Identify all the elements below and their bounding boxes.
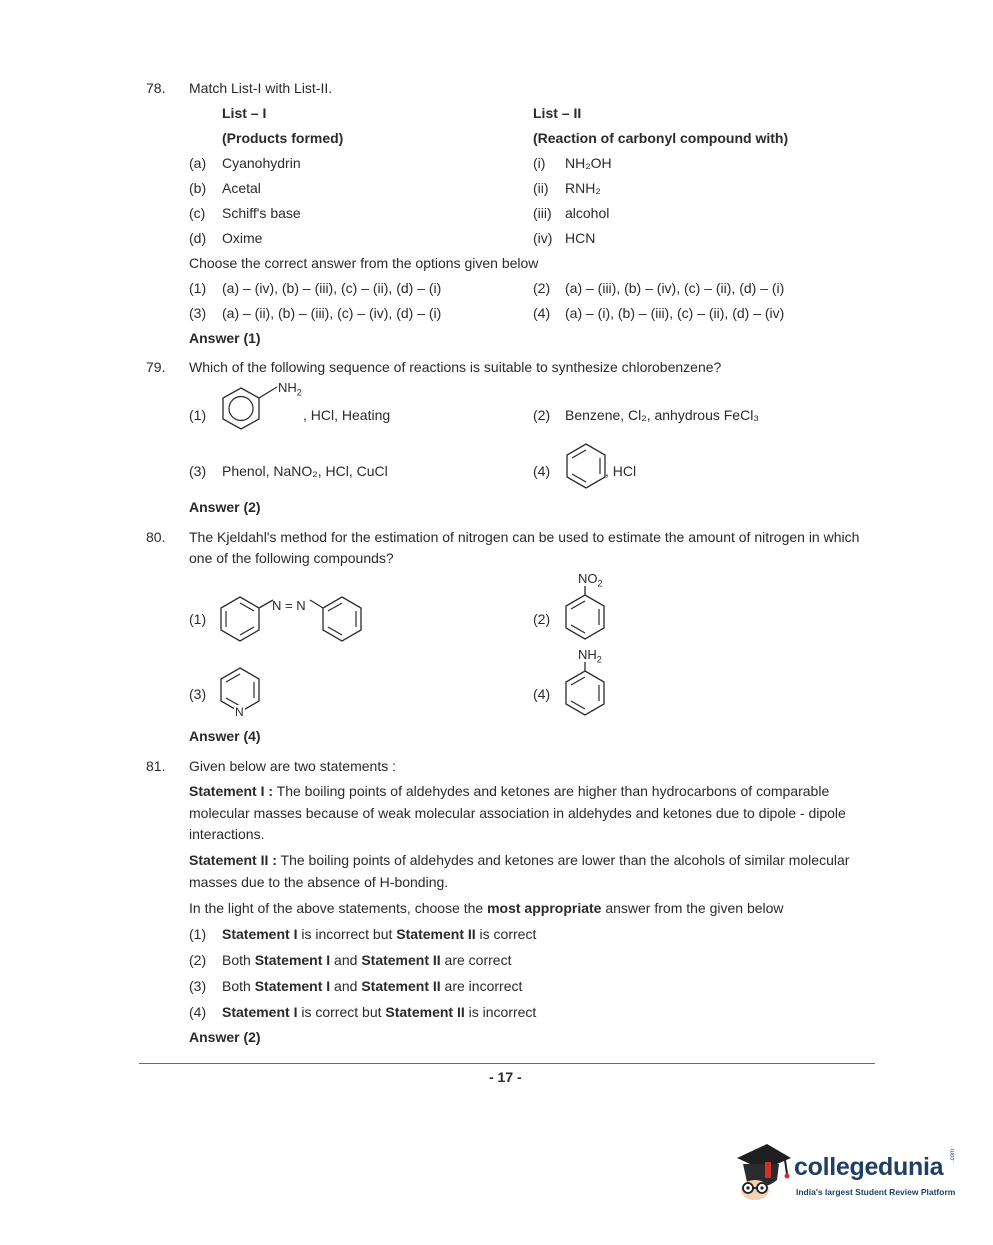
q81-option-text: Both Statement I and Statement II are incorrect [222,978,523,994]
q79-option-text: , HCl, Heating [303,407,391,423]
pyridine-nitrogen: N [235,705,244,719]
q80-option-number: (1) [189,611,207,627]
q78-right-item: RNH₂ [565,180,601,196]
q81-number: 81. [146,758,166,774]
q78-option-number: (3) [189,305,207,321]
q78-right-key: (ii) [533,180,549,196]
statement-2-line: Statement II : The boiling points of aldehydes and ketones are lower than the alcohols of similar molecular [189,852,850,868]
q78-left-key: (d) [189,230,207,246]
statement-1-line: molecular masses because of weak molecular association in aldehydes and ketones due to dipole - dipole [189,805,846,821]
brand-logo-text: collegedunia [794,1153,944,1181]
q79-option-text: , HCl [605,463,637,479]
q78-number: 78. [146,80,166,96]
q78-stem: Match List-I with List-II. [189,80,333,96]
q80-option-number: (4) [533,686,551,702]
q78-left-key: (a) [189,155,207,171]
q79-number: 79. [146,359,166,375]
q81-option-number: (2) [189,952,207,968]
q81-option-number: (4) [189,1004,207,1020]
q78-left-key: (b) [189,180,207,196]
q80-answer: Answer (4) [189,728,261,744]
q78-left-item: Oxime [222,230,263,246]
nitro-label: $NO_2$ [578,571,603,589]
page-number: - 17 - [489,1069,522,1085]
q78-option-number: (4) [533,305,551,321]
q81-option-text: Both Statement I and Statement II are correct [222,952,512,968]
q78-right-item: HCN [565,230,596,246]
brand-logo-tld: .com [950,1148,956,1162]
q78-option-text: (a) – (iv), (b) – (iii), (c) – (ii), (d) – (i) [222,280,442,296]
statement-1-line: interactions. [189,826,265,842]
q79-option-number: (1) [189,407,207,423]
q81-stem: Given below are two statements : [189,758,396,774]
q78-right-key: (iii) [533,205,552,221]
q81-answer: Answer (2) [189,1029,261,1045]
q79-option-number: (3) [189,463,207,479]
q81-option-number: (3) [189,978,207,994]
q78-list2-title: List – II [533,105,582,121]
q78-right-item: NH₂OH [565,155,612,171]
q78-answer: Answer (1) [189,330,261,346]
q80-stem-line: one of the following compounds? [189,550,394,566]
q78-option-number: (2) [533,280,551,296]
q79-option-number: (4) [533,463,551,479]
q81-option-text: Statement I is incorrect but Statement II is correct [222,926,537,942]
q80-number: 80. [146,529,166,545]
q78-option-text: (a) – (ii), (b) – (iii), (c) – (iv), (d) – (i) [222,305,442,321]
q78-right-key: (i) [533,155,546,171]
footer-divider [139,1063,875,1064]
q80-option-number: (2) [533,611,551,627]
nitrobenzene-structure [561,586,611,642]
q78-right-item: alcohol [565,205,610,221]
q81-option-number: (1) [189,926,207,942]
azobenzene-left-ring [218,594,274,644]
q78-list2-subtitle: (Reaction of carbonyl compound with) [533,130,789,146]
q81-option-text: Statement I is correct but Statement II is incorrect [222,1004,537,1020]
mascot-icon [733,1140,793,1206]
q78-list1-subtitle: (Products formed) [222,130,344,146]
q78-left-item: Acetal [222,180,261,196]
q79-stem: Which of the following sequence of reactions is suitable to synthesize chlorobenzene? [189,359,722,375]
brand-tagline: India's largest Student Review Platform [796,1187,956,1197]
aniline-structure-2 [561,662,611,718]
q78-option-number: (1) [189,280,207,296]
q78-option-text: (a) – (i), (b) – (iii), (c) – (ii), (d) – (iv) [565,305,785,321]
azobenzene-right-ring [309,594,365,644]
q80-option-number: (3) [189,686,207,702]
q78-right-key: (iv) [533,230,553,246]
amine-label: $NH_2$ [578,647,602,665]
q78-option-text: (a) – (iii), (b) – (iv), (c) – (ii), (d) – (i) [565,280,785,296]
q78-left-item: Schiff's base [222,205,301,221]
q79-answer: Answer (2) [189,499,261,515]
q79-amine-label: $NH_2$ [278,380,302,398]
q78-left-key: (c) [189,205,206,221]
q79-option-number: (2) [533,407,551,423]
azo-linkage: N = N [272,598,306,613]
q78-prompt: Choose the correct answer from the options given below [189,255,539,271]
statement-2-line: masses due to the absence of H-bonding. [189,874,449,890]
q79-option-text: Benzene, Cl₂, anhydrous FeCl₃ [565,407,760,423]
q81-instruction: In the light of the above statements, choose the most appropriate answer from the given below [189,900,784,916]
q78-left-item: Cyanohydrin [222,155,301,171]
statement-1-line: Statement I : The boiling points of aldehydes and ketones are higher than hydrocarbons of comparable [189,783,830,799]
q78-list1-title: List – I [222,105,267,121]
q79-option-text: Phenol, NaNO₂, HCl, CuCl [222,463,388,479]
q80-stem-line: The Kjeldahl's method for the estimation of nitrogen can be used to estimate the amount of nitrogen in which [189,529,860,545]
